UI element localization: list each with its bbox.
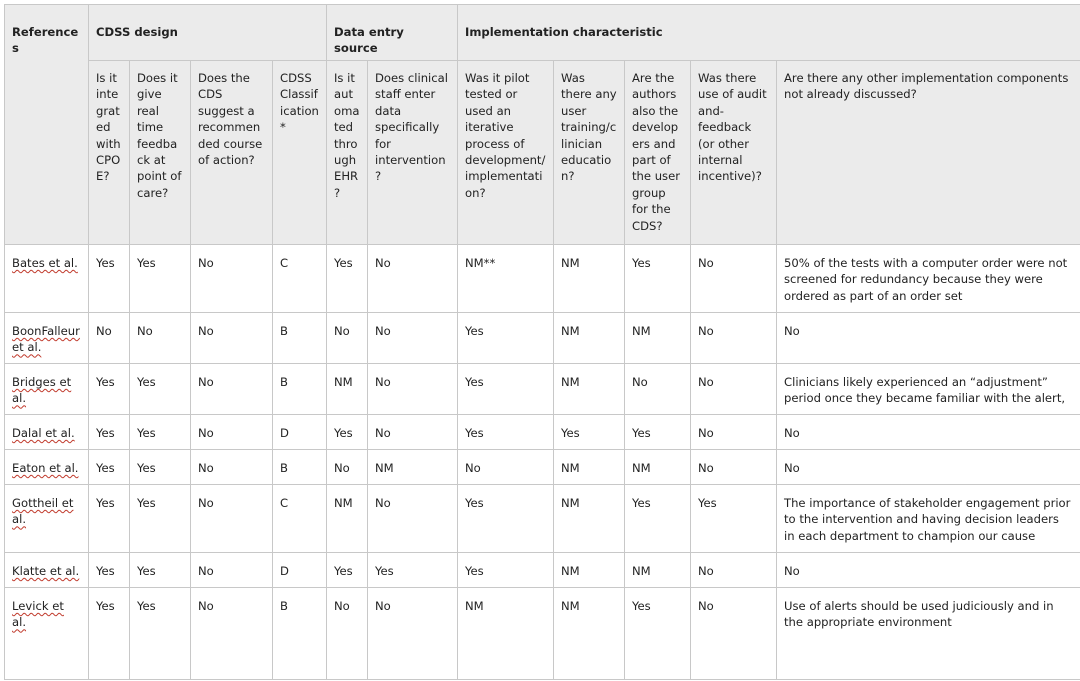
implementation-characteristic-header: Implementation characteristic <box>458 5 1080 61</box>
table-cell: Yes <box>130 450 191 485</box>
table-cell: No <box>368 485 458 553</box>
table-cell: NM <box>368 450 458 485</box>
table-cell: No <box>777 450 1080 485</box>
cdss-design-header: CDSS design <box>89 5 327 61</box>
column-header: Was there use of audit and-feedback (or other internal incentive)? <box>691 61 777 245</box>
table-cell: No <box>191 588 273 680</box>
table-cell: NM <box>625 450 691 485</box>
table-cell: No <box>625 364 691 415</box>
table-cell: Yes <box>625 245 691 313</box>
table-cell: NM <box>554 364 625 415</box>
table-cell: No <box>130 313 191 364</box>
table-cell: Yes <box>458 415 554 450</box>
table-cell: B <box>273 450 327 485</box>
column-header: Are the authors also the developers and part of the user group for the CDS? <box>625 61 691 245</box>
reference-name: BoonFalleur et al. <box>12 324 80 355</box>
column-header: Is it automated through EHR? <box>327 61 368 245</box>
reference-name: Dalal et al. <box>12 426 75 440</box>
table-cell: The importance of stakeholder engagement prior to the intervention and having decision leaders in each department to champion our cause <box>777 485 1080 553</box>
table-cell: Yes <box>89 364 130 415</box>
table-cell: No <box>368 245 458 313</box>
table-cell: Yes <box>89 485 130 553</box>
table-cell: No <box>691 450 777 485</box>
reference-cell <box>5 364 89 415</box>
reference-name: Gottheil et al. <box>12 496 74 527</box>
references-header: References <box>5 5 89 245</box>
table-cell: No <box>368 364 458 415</box>
table-cell: NM <box>327 485 368 553</box>
table-cell: No <box>191 450 273 485</box>
reference-cell <box>5 588 89 680</box>
data-entry-source-header: Data entry source <box>327 5 458 61</box>
table-cell: No <box>691 245 777 313</box>
table-cell: No <box>191 313 273 364</box>
references-table <box>4 4 1080 680</box>
reference-name: Levick et al. <box>12 599 64 630</box>
table-cell: NM <box>554 485 625 553</box>
column-header: Are there any other implementation components not already discussed? <box>777 61 1080 245</box>
table-cell: Yes <box>327 245 368 313</box>
table-cell: Yes <box>89 553 130 588</box>
table-cell: NM <box>327 364 368 415</box>
reference-name: Eaton et al. <box>12 461 79 475</box>
table-cell: D <box>273 415 327 450</box>
table-cell: Yes <box>89 588 130 680</box>
table-row <box>5 588 1080 680</box>
table-row <box>5 245 1080 313</box>
reference-name: Bates et al. <box>12 256 78 270</box>
column-header: Does clinical staff enter data specifically for intervention? <box>368 61 458 245</box>
reference-cell <box>5 450 89 485</box>
table-cell: Yes <box>130 553 191 588</box>
table-cell: Yes <box>130 364 191 415</box>
table-cell: B <box>273 588 327 680</box>
table-cell: No <box>691 313 777 364</box>
table-row <box>5 313 1080 364</box>
table-cell: No <box>89 313 130 364</box>
table-cell: Yes <box>130 415 191 450</box>
table-cell: Yes <box>89 415 130 450</box>
table-cell: No <box>191 415 273 450</box>
table-cell: No <box>327 450 368 485</box>
table-cell: No <box>691 364 777 415</box>
reference-cell <box>5 485 89 553</box>
table-cell: NM <box>554 245 625 313</box>
reference-cell <box>5 415 89 450</box>
table-cell: Yes <box>130 588 191 680</box>
table-cell: No <box>327 313 368 364</box>
table-cell: No <box>191 553 273 588</box>
table-cell: No <box>777 415 1080 450</box>
table-cell: NM <box>554 553 625 588</box>
table-cell: Yes <box>458 313 554 364</box>
table-cell: Yes <box>458 485 554 553</box>
table-cell: NM <box>625 313 691 364</box>
table-cell: No <box>368 588 458 680</box>
table-cell: NM** <box>458 245 554 313</box>
group-header-row <box>5 5 1080 61</box>
table-cell: No <box>777 553 1080 588</box>
table-cell: B <box>273 364 327 415</box>
table-cell: No <box>327 588 368 680</box>
reference-cell <box>5 245 89 313</box>
reference-name: Klatte et al. <box>12 564 80 578</box>
table-cell: Clinicians likely experienced an “adjustment” period once they became familiar with the alert, <box>777 364 1080 415</box>
reference-cell <box>5 313 89 364</box>
subheader-row <box>5 61 1080 245</box>
table-cell: No <box>191 245 273 313</box>
table-cell: C <box>273 485 327 553</box>
table-cell: No <box>368 415 458 450</box>
table-row <box>5 485 1080 553</box>
table-cell: No <box>691 588 777 680</box>
table-cell: Use of alerts should be used judiciously and in the appropriate environment <box>777 588 1080 680</box>
table-cell: Yes <box>89 245 130 313</box>
column-header: CDSS Classification * <box>273 61 327 245</box>
table-cell: No <box>777 313 1080 364</box>
table-cell: Yes <box>458 553 554 588</box>
table-cell: No <box>191 485 273 553</box>
table-cell: Yes <box>327 415 368 450</box>
table-cell: Yes <box>625 588 691 680</box>
table-cell: Yes <box>130 245 191 313</box>
table-cell: Yes <box>327 553 368 588</box>
table-cell: No <box>191 364 273 415</box>
table-cell: Yes <box>625 415 691 450</box>
column-header: Does the CDS suggest a recommended course of action? <box>191 61 273 245</box>
table-cell: Yes <box>130 485 191 553</box>
table-cell: No <box>368 313 458 364</box>
table-cell: NM <box>554 313 625 364</box>
column-header: Was there any user training/clinician education? <box>554 61 625 245</box>
reference-cell <box>5 553 89 588</box>
table-row <box>5 553 1080 588</box>
column-header: Is it integrated with CPOE? <box>89 61 130 245</box>
table-row <box>5 450 1080 485</box>
table-cell: Yes <box>625 485 691 553</box>
table-cell: NM <box>554 588 625 680</box>
table-cell: No <box>691 415 777 450</box>
table-cell: Yes <box>691 485 777 553</box>
table-cell: C <box>273 245 327 313</box>
reference-name: Bridges et al. <box>12 375 72 406</box>
table-cell: 50% of the tests with a computer order were not screened for redundancy because they were ordered as part of an order set <box>777 245 1080 313</box>
table-cell: NM <box>458 588 554 680</box>
table-cell: NM <box>625 553 691 588</box>
table-cell: Yes <box>554 415 625 450</box>
column-header: Does it give real time feedback at point of care? <box>130 61 191 245</box>
table-cell: NM <box>554 450 625 485</box>
table-cell: Yes <box>368 553 458 588</box>
table-cell: Yes <box>458 364 554 415</box>
table-cell: D <box>273 553 327 588</box>
table-cell: No <box>458 450 554 485</box>
table-cell: B <box>273 313 327 364</box>
table-cell: Yes <box>89 450 130 485</box>
table-row <box>5 364 1080 415</box>
table-row <box>5 415 1080 450</box>
table-cell: No <box>691 553 777 588</box>
column-header: Was it pilot tested or used an iterative process of development/implementation? <box>458 61 554 245</box>
